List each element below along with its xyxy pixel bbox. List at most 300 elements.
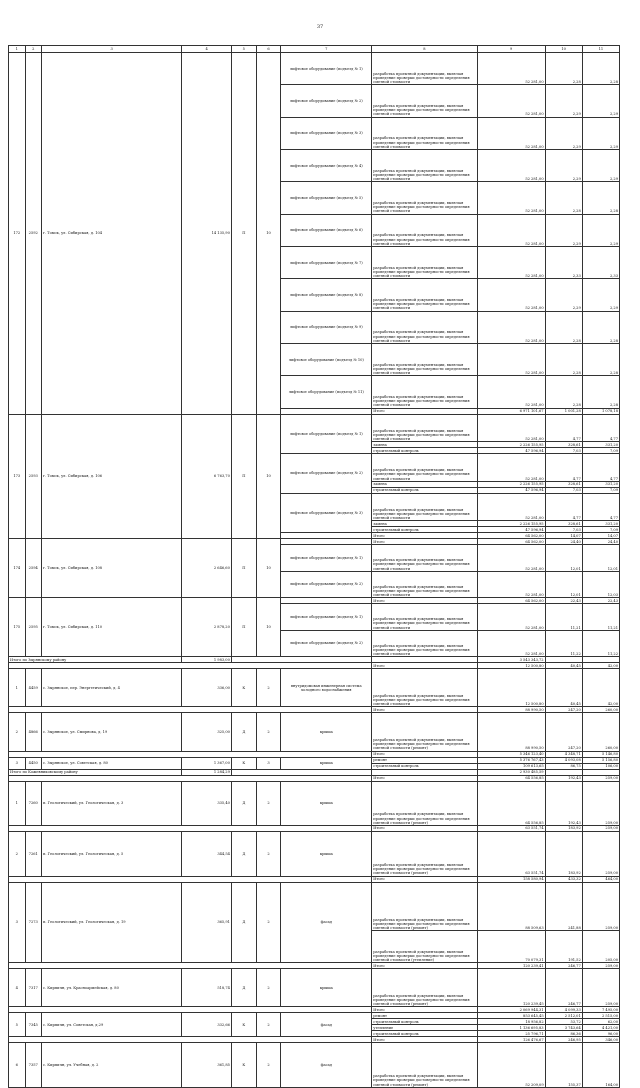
table-cell: разработка проектной документации, включая проведение проверки достоверности определения сметной стоимости	[372, 454, 477, 482]
table-cell: 2	[256, 882, 281, 963]
table-cell: 7260	[25, 781, 42, 826]
table-cell: 52 281,00	[477, 279, 545, 311]
table-cell: разработка проектной документации, включая проведение проверки достоверности определения сметной стоимости	[372, 279, 477, 311]
table-cell: 2,28	[545, 376, 582, 408]
table-row	[9, 832, 620, 877]
table-cell: 62,00	[582, 1019, 619, 1025]
table-cell: Д	[231, 969, 256, 1007]
table-cell: 52 281,00	[477, 85, 545, 117]
table-cell: 2 069 944,31	[477, 1007, 545, 1013]
table-cell: крыша	[281, 969, 372, 1007]
table-cell: 4,77	[545, 493, 582, 521]
table-cell: 260,00	[582, 707, 619, 713]
table-cell: П	[231, 414, 256, 539]
district-total-label: Итого по Кожевниковскому району	[9, 769, 182, 775]
table-cell: 120 239,45	[477, 969, 545, 1007]
table-cell: Д	[231, 882, 256, 963]
table-cell: 10	[256, 539, 281, 598]
table-cell: 3	[9, 882, 26, 963]
table-cell: 5	[9, 1013, 26, 1037]
table-cell: строительный контроль	[372, 763, 477, 769]
table-cell: Д	[231, 781, 256, 826]
table-cell: 52 281,00	[477, 214, 545, 246]
table-cell: 52 281,00	[477, 604, 545, 631]
table-cell: 40,45	[545, 663, 582, 669]
table-cell: 52 281,00	[477, 571, 545, 598]
table-cell: 5 156,80	[582, 757, 619, 763]
table-cell: 2,29	[545, 149, 582, 181]
table-cell: разработка проектной документации, включая проведение проверки достоверности определения сметной стоимости	[372, 414, 477, 442]
table-cell: 2,28	[582, 53, 619, 85]
table-cell: 331,20	[582, 481, 619, 487]
table-cell: 6 763,70	[182, 414, 232, 539]
table-cell: 7,03	[545, 448, 582, 454]
table-cell: 365,91	[182, 882, 232, 963]
table-cell: 328,61	[545, 481, 582, 487]
table-cell: 10	[256, 53, 281, 415]
table-cell: 2593	[25, 414, 42, 539]
table-cell: 5 146,80	[582, 751, 619, 757]
table-cell: 3 743,64	[545, 1025, 582, 1031]
table-cell: 24,40	[582, 539, 619, 545]
table-cell: 14,07	[545, 533, 582, 539]
column-header: 7	[281, 46, 372, 53]
table-cell: с. Кирпичн, ул. Советская, д.29	[42, 1013, 182, 1037]
table-cell: 25 796,71	[477, 1031, 545, 1037]
table-cell: 332,66	[182, 1013, 232, 1037]
table-cell: 3	[256, 757, 281, 769]
table-cell: 328,61	[545, 442, 582, 448]
table-cell: 259,00	[582, 963, 619, 969]
table-cell: 14,07	[582, 533, 619, 539]
table-cell: 260,00	[582, 713, 619, 751]
table-row	[9, 969, 620, 1007]
table-cell: 5 376 767,43	[477, 757, 545, 763]
table-cell: К	[231, 1043, 256, 1088]
table-cell: 106,00	[582, 763, 619, 769]
table-cell: 2,29	[582, 149, 619, 181]
table-cell: 518,74	[182, 969, 232, 1007]
column-header: 5	[231, 46, 256, 53]
table-cell: 6	[9, 1043, 26, 1088]
table-cell: 2	[256, 1043, 281, 1088]
table-cell: 2,29	[545, 279, 582, 311]
column-header: 3	[42, 46, 182, 53]
table-cell: лифтовое оборудование (подъезд № 3)	[281, 117, 372, 149]
table-cell: 346,00	[582, 1037, 619, 1043]
table-cell: 86,75	[545, 763, 582, 769]
table-cell: 12 500,80	[477, 663, 545, 669]
table-cell: разработка проектной документации, включая проведение проверки достоверности определения сметной стоимости	[372, 630, 477, 657]
table-cell: 2,28	[582, 376, 619, 408]
table-cell: 2,28	[582, 343, 619, 375]
table-cell: 2594	[25, 539, 42, 598]
table-cell: 2,29	[545, 85, 582, 117]
table-cell: 335,40	[182, 781, 232, 826]
table-cell: Итого	[372, 408, 477, 414]
table-cell: фасад	[281, 1043, 372, 1088]
table-cell: замена	[372, 481, 477, 487]
table-cell: 14 135,90	[182, 53, 232, 415]
table-cell: Д	[231, 713, 256, 751]
table-cell: 64 562,00	[477, 598, 545, 604]
table-cell: 259,00	[582, 775, 619, 781]
table-cell: г. Томск, ул. Сибирская, д. 106	[42, 414, 182, 539]
table-cell: 1 136 695,83	[477, 1025, 545, 1031]
table-cell: 205,00	[582, 931, 619, 963]
column-header: 11	[582, 46, 619, 53]
table-cell: п. Геологический, ул. Геологическая, д. 19	[42, 882, 182, 963]
table-cell: 325,00	[182, 713, 232, 751]
table-cell: 241,88	[545, 882, 582, 931]
table-cell: крыша	[281, 832, 372, 877]
table-cell: 22,43	[545, 598, 582, 604]
table-cell: лифтовое оборудование (подъезд № 10)	[281, 343, 372, 375]
table-cell: 2,29	[582, 85, 619, 117]
table-cell: Итого	[372, 598, 477, 604]
table-cell: 7,09	[582, 448, 619, 454]
table-cell: 4	[9, 969, 26, 1007]
table-cell: лифтовое оборудование (подъезд № 1)	[281, 604, 372, 631]
table-cell: г. Томск, ул. Сибирская, д. 110	[42, 598, 182, 657]
table-cell: 4,77	[582, 454, 619, 482]
table-cell: 247,20	[545, 707, 582, 713]
table-cell: 52 281,00	[477, 117, 545, 149]
table-row	[9, 781, 620, 826]
table-cell: 63 551,74	[477, 832, 545, 877]
table-cell: 120 239,41	[477, 963, 545, 969]
table-cell: 7 495,00	[582, 1007, 619, 1013]
repair-schedule-table	[8, 45, 620, 1088]
table-cell: 64 562,00	[477, 533, 545, 539]
table-cell: 247,20	[545, 713, 582, 751]
table-cell: разработка проектной документации, включая проведение проверки достоверности определения сметной стоимости	[372, 214, 477, 246]
table-cell: 4,77	[545, 414, 582, 442]
table-cell: 88 509,63	[477, 882, 545, 931]
table-cell: лифтовое оборудование (подъезд № 8)	[281, 279, 372, 311]
table-cell: 6 971 101,67	[477, 408, 545, 414]
table-cell: фасад	[281, 1013, 372, 1037]
table-cell: лифтовое оборудование (подъезд № 7)	[281, 246, 372, 278]
table-cell: 2592	[25, 53, 42, 415]
table-cell: 2 878,20	[182, 598, 232, 657]
table-cell: г. Томск, ул. Сибирская, д. 108	[42, 539, 182, 598]
column-header: 9	[477, 46, 545, 53]
table-cell: разработка проектной документации, включая проведение проверки достоверности определения сметной стоимости (утепление)	[372, 931, 477, 963]
table-cell: 42,00	[582, 669, 619, 707]
table-cell: 52 281,00	[477, 343, 545, 375]
table-cell: 52 281,00	[477, 311, 545, 343]
table-cell: 12,01	[545, 545, 582, 572]
table-cell: 4450	[25, 757, 42, 769]
table-cell: 86,36	[545, 1031, 582, 1037]
table-cell: 2,29	[545, 214, 582, 246]
table-cell: П	[231, 53, 256, 415]
table-cell: 331,20	[582, 521, 619, 527]
table-cell: 109 613,65	[477, 763, 545, 769]
table-cell: 52 281,00	[477, 493, 545, 521]
table-cell: п. Геологический, ул. Геологическая, д. 3	[42, 781, 182, 826]
table-cell: разработка проектной документации, включая проведение проверки достоверности определения сметной стоимости (ремонт)	[372, 713, 477, 751]
table-cell: ремонт	[372, 1013, 477, 1019]
table-cell: 2,28	[582, 311, 619, 343]
table-cell: лифтовое оборудование (подъезд № 5)	[281, 182, 372, 214]
table-cell: 7261	[25, 832, 42, 877]
table-cell: разработка проектной документации, включая проведение проверки достоверности определения сметной стоимости (ремонт)	[372, 969, 477, 1007]
table-cell: 4,77	[545, 454, 582, 482]
table-cell: 18 956,82	[477, 1019, 545, 1025]
table-cell: лифтовое оборудование (подъезд № 1)	[281, 545, 372, 572]
table-cell: 47 596,94	[477, 527, 545, 533]
table-cell: 64 562,00	[477, 539, 545, 545]
table-cell: 2 515,00	[582, 1013, 619, 1019]
table-cell: 259,00	[582, 781, 619, 826]
table-cell: 52 281,00	[477, 376, 545, 408]
table-cell: лифтовое оборудование (подъезд № 11)	[281, 376, 372, 408]
table-cell: 2 646,60	[182, 539, 232, 598]
table-cell: 4459	[25, 669, 42, 707]
table-cell: 7273	[25, 882, 42, 963]
table-cell: 12,03	[582, 571, 619, 598]
district-total-label: Итого по Зырянскому району	[9, 657, 182, 663]
table-cell: 5 346 123,40	[477, 751, 545, 757]
table-cell: 11,22	[545, 630, 582, 657]
table-cell: 158 580,94	[477, 876, 545, 882]
table-cell: Итого	[372, 876, 477, 882]
column-header: 1	[9, 46, 26, 53]
table-cell: разработка проектной документации, включая проведение проверки достоверности определения сметной стоимости (ремонт)	[372, 832, 477, 877]
column-header: 2	[25, 46, 42, 53]
table-cell: строительный контроль	[372, 527, 477, 533]
table-cell: Итого	[372, 533, 477, 539]
table-cell: 22,43	[582, 598, 619, 604]
table-cell: 4,77	[582, 493, 619, 521]
table-cell: лифтовое оборудование (подъезд № 2)	[281, 630, 372, 657]
table-cell: разработка проектной документации, включая проведение проверки достоверности определения сметной стоимости	[372, 376, 477, 408]
table-cell: лифтовое оборудование (подъезд № 1)	[281, 414, 372, 454]
table-cell: 433,32	[545, 876, 582, 882]
table-cell: 259,00	[582, 969, 619, 1007]
table-cell: разработка проектной документации, включая проведение проверки достоверности определения сметной стоимости	[372, 343, 477, 375]
table-cell: разработка проектной документации, включая проведение проверки достоверности определения сметной стоимости	[372, 545, 477, 572]
table-cell: 155,37	[545, 1043, 582, 1088]
table-cell: лифтовое оборудование (подъезд № 9)	[281, 311, 372, 343]
table-cell: 853 645,45	[477, 1013, 545, 1019]
table-cell: 1 284,29	[182, 769, 232, 775]
table-cell: 7,03	[545, 527, 582, 533]
table-cell: Итого	[372, 963, 477, 969]
table-cell: крыша	[281, 713, 372, 751]
table-cell: 52 281,00	[477, 545, 545, 572]
table-cell: разработка проектной документации, включая проведение проверки достоверности определения сметной стоимости	[372, 182, 477, 214]
table-cell: 88 990,50	[477, 707, 545, 713]
table-cell: 259,00	[582, 832, 619, 877]
table-cell: 192,43	[545, 775, 582, 781]
table-cell: строительный контроль	[372, 1031, 477, 1037]
table-cell: ремонт	[372, 757, 477, 763]
table-cell: 246,77	[545, 963, 582, 969]
table-row	[9, 882, 620, 931]
table-cell: Итого	[372, 775, 477, 781]
column-header: 10	[545, 46, 582, 53]
table-cell: 1 367,00	[182, 757, 232, 769]
table-cell: 2	[9, 713, 26, 751]
table-cell: разработка проектной документации, включая проведение проверки достоверности определения сметной стоимости	[372, 604, 477, 631]
table-cell: фасад	[281, 882, 372, 963]
table-cell: 52 281,00	[477, 149, 545, 181]
table-cell: замена	[372, 521, 477, 527]
table-cell: 2,29	[582, 117, 619, 149]
table-cell: 183,92	[545, 832, 582, 877]
table-cell: 2	[256, 1013, 281, 1037]
table-cell: 4 421,00	[582, 1025, 619, 1031]
table-cell: 11,21	[582, 604, 619, 631]
table-cell: Д	[231, 832, 256, 877]
table-cell: 12 500,80	[477, 669, 545, 707]
table-cell: 2,29	[545, 117, 582, 149]
table-cell: 52 281,00	[477, 414, 545, 442]
table-cell: Итого	[372, 1007, 477, 1013]
table-cell: разработка проектной документации, включая проведение проверки достоверности определения сметной стоимости	[372, 311, 477, 343]
table-row	[9, 46, 620, 53]
table-cell: 11,21	[545, 604, 582, 631]
table-cell: 259,00	[582, 882, 619, 931]
table-cell: разработка проектной документации, включая проведение проверки достоверности определения сметной стоимости	[372, 246, 477, 278]
table-cell: 4,77	[582, 414, 619, 442]
table-cell: 53,72	[545, 1019, 582, 1025]
table-cell: 2	[256, 781, 281, 826]
table-cell: разработка проектной документации, включая проведение проверки достоверности определения сметной стоимости	[372, 117, 477, 149]
table-cell: 52 281,00	[477, 246, 545, 278]
table-cell: 12,01	[582, 545, 619, 572]
table-cell: К	[231, 757, 256, 769]
table-cell: разработка проектной документации, включая проведение проверки достоверности определения сметной стоимости	[372, 53, 477, 85]
column-header: 8	[372, 46, 477, 53]
table-cell: лифтовое оборудование (подъезд № 6)	[281, 214, 372, 246]
table-cell: 2	[256, 969, 281, 1007]
table-cell: лифтовое оборудование (подъезд № 2)	[281, 454, 372, 494]
table-cell: крыша	[281, 757, 372, 769]
table-cell: 3	[9, 757, 26, 769]
table-cell: 4 348,71	[545, 751, 582, 757]
table-cell: г. Томск, ул. Сибирская, д. 104	[42, 53, 182, 415]
table-cell: 2 512,01	[545, 1013, 582, 1019]
table-cell: разработка проектной документации, включая проведение проверки достоверности определения сметной стоимости	[372, 493, 477, 521]
table-cell: 7,09	[582, 487, 619, 493]
table-cell: 2 226 155,95	[477, 481, 545, 487]
table-cell: 7345	[25, 1013, 42, 1037]
table-cell: 344,54	[182, 832, 232, 877]
table-cell: 164,00	[582, 1043, 619, 1088]
table-row	[9, 713, 620, 751]
table-cell: 175	[9, 598, 26, 657]
table-cell: строительный контроль	[372, 1019, 477, 1025]
table-cell: 52 281,00	[477, 53, 545, 85]
table-cell: 331,20	[582, 442, 619, 448]
table-cell: 7,09	[582, 527, 619, 533]
table-cell: лифтовое оборудование (подъезд № 2)	[281, 571, 372, 598]
table-cell: 191,52	[545, 931, 582, 963]
table-cell: П	[231, 539, 256, 598]
table-cell: 11,22	[582, 630, 619, 657]
table-cell: 2,33	[582, 246, 619, 278]
table-cell: 328,61	[545, 521, 582, 527]
table-cell: 1 001,28	[545, 408, 582, 414]
table-cell: 52 281,00	[477, 630, 545, 657]
table-cell: с. Кирпичн, ул. Красноармейская, д. 80	[42, 969, 182, 1007]
table-cell: 2,28	[545, 182, 582, 214]
table-cell: 2 930 485,59	[477, 769, 545, 775]
table-cell: 336,00	[182, 669, 232, 707]
table-cell: 1 983,00	[182, 657, 232, 663]
table-cell: 4 099,33	[545, 1007, 582, 1013]
table-cell: п. Геологический, ул. Геологическая, д. 5	[42, 832, 182, 877]
table-cell: 2,28	[582, 182, 619, 214]
table-cell: 464,00	[582, 876, 619, 882]
table-cell: 246,95	[545, 1037, 582, 1043]
table-cell: 64 556,85	[477, 781, 545, 826]
table-cell: 64 556,85	[477, 775, 545, 781]
table-cell: 2,28	[545, 53, 582, 85]
table-cell: 2 226 155,95	[477, 442, 545, 448]
table-cell: 2,33	[545, 246, 582, 278]
table-cell: внутридомовая инженерная система холодного водоснабжения	[281, 669, 372, 707]
table-cell: Итого	[372, 663, 477, 669]
table-cell: 24,40	[545, 539, 582, 545]
table-cell: 259,00	[582, 826, 619, 832]
table-cell: 7357	[25, 1043, 42, 1088]
table-cell: 70 079,31	[477, 931, 545, 963]
table-cell: 2	[256, 713, 281, 751]
table-cell: с. Кирпичн, ул. Учебная, д. 2	[42, 1043, 182, 1088]
table-cell: 2	[256, 832, 281, 877]
table-cell: с. Зырянское, ул. Советская, д. 80	[42, 757, 182, 769]
table-cell: разработка проектной документации, включая проведение проверки достоверности определения сметной стоимости	[372, 669, 477, 707]
table-cell: 2,29	[582, 279, 619, 311]
table-cell: разработка проектной документации, включая проведение проверки достоверности определения сметной стоимости (ремонт)	[372, 882, 477, 931]
table-cell: 2,28	[545, 311, 582, 343]
table-cell: разработка проектной документации, включая проведение проверки достоверности определения сметной стоимости (ремонт)	[372, 781, 477, 826]
table-cell: лифтовое оборудование (подъезд № 3)	[281, 493, 372, 533]
table-cell: строительный контроль	[372, 487, 477, 493]
table-cell: строительный контроль	[372, 448, 477, 454]
table-cell: 12,01	[545, 571, 582, 598]
table-cell: разработка проектной документации, включая проведение проверки достоверности определения сметной стоимости	[372, 85, 477, 117]
table-cell: разработка проектной документации, включая проведение проверки достоверности определения сметной стоимости	[372, 149, 477, 181]
table-cell: 2	[256, 669, 281, 707]
table-cell: 126 476,67	[477, 1037, 545, 1043]
table-cell: 192,43	[545, 781, 582, 826]
table-row	[9, 53, 620, 85]
table-cell: 2	[9, 832, 26, 877]
table-cell: 47 596,94	[477, 448, 545, 454]
table-cell: 173	[9, 414, 26, 539]
table-cell: Итого	[372, 539, 477, 545]
table-cell: 52 281,00	[477, 454, 545, 482]
table-cell: 88 990,50	[477, 713, 545, 751]
table-cell: 63 551,74	[477, 826, 545, 832]
table-cell: 7,03	[545, 487, 582, 493]
table-cell: 2595	[25, 598, 42, 657]
table-cell: 2 226 155,95	[477, 521, 545, 527]
table-cell: 174	[9, 539, 26, 598]
table-cell: 40,45	[545, 669, 582, 707]
table-cell: Итого	[372, 1037, 477, 1043]
table-cell: Итого	[372, 751, 477, 757]
column-header: 6	[256, 46, 281, 53]
table-cell: 183,92	[545, 826, 582, 832]
table-cell: Итого	[372, 826, 477, 832]
